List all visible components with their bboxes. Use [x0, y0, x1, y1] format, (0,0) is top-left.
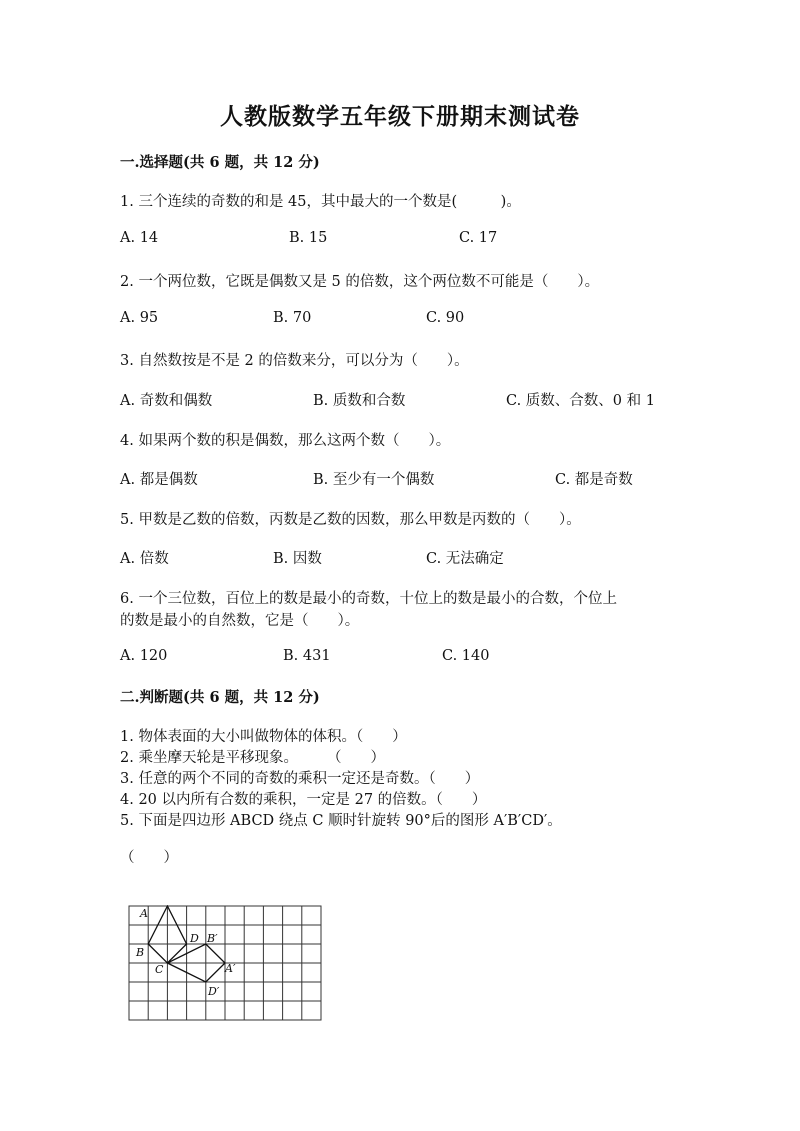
q1-option-a: A. 14	[120, 230, 159, 246]
label-c: C	[155, 963, 164, 976]
label-a: A	[140, 907, 148, 920]
q3-option-b: B. 质数和合数	[313, 393, 406, 409]
q6-option-c: C. 140	[442, 648, 490, 664]
q6-text-line2: 的数是最小的自然数，它是（ ）。	[120, 613, 360, 629]
q3-option-c: C. 质数、合数、0 和 1	[506, 393, 655, 409]
q5-text: 5. 甲数是乙数的倍数，丙数是乙数的因数，那么甲数是丙数的（ ）。	[120, 512, 581, 528]
rotation-grid-svg	[128, 905, 328, 1025]
q4-text: 4. 如果两个数的积是偶数，那么这两个数（ ）。	[120, 433, 451, 449]
judge-item-5: 5. 下面是四边形 ABCD 绕点 C 顺时针旋转 90°后的图形 A′B′CD′。	[120, 813, 562, 829]
label-d-prime: D′	[208, 985, 220, 998]
q2-option-b: B. 70	[273, 310, 312, 326]
label-b: B	[136, 946, 145, 959]
q2-option-c: C. 90	[426, 310, 465, 326]
judge-item-1: 1. 物体表面的大小叫做物体的体积。（ ）	[120, 729, 407, 745]
q1-option-c: C. 17	[459, 230, 498, 246]
q5-option-a: A. 倍数	[120, 551, 169, 567]
page-title: 人教版数学五年级下册期末测试卷	[220, 103, 580, 130]
section1-heading: 一.选择题(共 6 题，共 12 分)	[120, 154, 320, 171]
q1-option-b: B. 15	[289, 230, 328, 246]
label-a-prime: A′	[225, 962, 236, 975]
judge-item-5-blank: （ ）	[120, 850, 178, 866]
q4-option-c: C. 都是奇数	[555, 472, 633, 488]
judge-item-3: 3. 任意的两个不同的奇数的乘积一定还是奇数。（ ）	[120, 771, 480, 787]
q6-text-line1: 6. 一个三位数，百位上的数是最小的奇数，十位上的数是最小的合数，个位上	[120, 591, 617, 607]
q3-text: 3. 自然数按是不是 2 的倍数来分，可以分为（ ）。	[120, 353, 469, 369]
q1-text: 1. 三个连续的奇数的和是 45，其中最大的一个数是( )。	[120, 194, 521, 210]
label-b-prime: B′	[207, 932, 218, 945]
q2-option-a: A. 95	[120, 310, 159, 326]
section2-heading: 二.判断题(共 6 题，共 12 分)	[120, 689, 320, 706]
q6-option-b: B. 431	[283, 648, 331, 664]
judge-item-2: 2. 乘坐摩天轮是平移现象。 （ ）	[120, 750, 385, 766]
judge-item-4: 4. 20 以内所有合数的乘积，一定是 27 的倍数。（ ）	[120, 792, 487, 808]
q6-option-a: A. 120	[120, 648, 168, 664]
q4-option-b: B. 至少有一个偶数	[313, 472, 435, 488]
rotation-grid-figure	[128, 905, 328, 1025]
q4-option-a: A. 都是偶数	[120, 472, 198, 488]
q5-option-c: C. 无法确定	[426, 551, 504, 567]
label-d: D	[190, 932, 199, 945]
q2-text: 2. 一个两位数，它既是偶数又是 5 的倍数，这个两位数不可能是（ ）。	[120, 274, 600, 290]
q5-option-b: B. 因数	[273, 551, 322, 567]
q3-option-a: A. 奇数和偶数	[120, 393, 213, 409]
